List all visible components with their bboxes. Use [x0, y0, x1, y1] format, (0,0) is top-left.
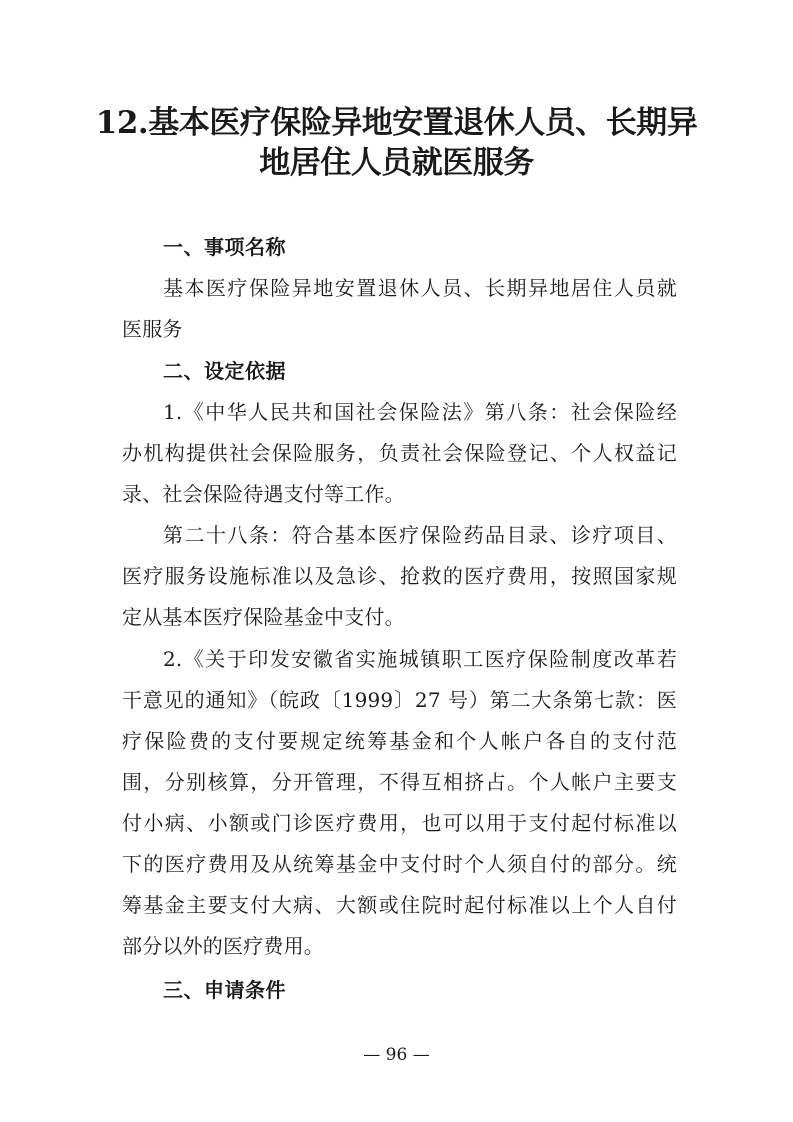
- legal-basis-para-1-line: 录、社会保险待遇支付等工作。: [122, 482, 405, 506]
- legal-basis-para-1-line: 办机构提供社会保险服务，负责社会保险登记、个人权益记: [122, 441, 677, 465]
- legal-basis-para-2-line: 定从基本医疗保险基金中支付。: [122, 605, 405, 629]
- legal-basis-para-3-line: 围，分别核算，分开管理，不得互相挤占。个人帐户主要支: [122, 770, 677, 794]
- legal-basis-para-3-line: 疗保险费的支付要规定统筹基金和个人帐户各自的支付范: [122, 729, 677, 753]
- legal-basis-para-3-line: 付小病、小额或门诊医疗费用，也可以用于支付起付标准以: [122, 811, 677, 835]
- item-name-line: 基本医疗保险异地安置退休人员、长期异地居住人员就: [163, 276, 677, 300]
- document-title-line-2: 地居住人员就医服务: [259, 145, 534, 181]
- page-number: — 96 —: [363, 1045, 430, 1065]
- legal-basis-para-3-line: 干意见的通知》（皖政〔1999〕27 号）第二大条第七款：医: [122, 688, 677, 712]
- legal-basis-para-3-line: 下的医疗费用及从统筹基金中支付时个人须自付的部分。统: [122, 852, 677, 876]
- legal-basis-para-2-line: 医疗服务设施标准以及急诊、抢救的医疗费用，按照国家规: [122, 564, 677, 588]
- legal-basis-para-2-line: 第二十八条：符合基本医疗保险药品目录、诊疗项目、: [163, 523, 677, 547]
- section-heading-legal-basis: 二、设定依据: [163, 359, 286, 383]
- section-heading-item-name: 一、事项名称: [163, 235, 286, 259]
- legal-basis-para-3-line: 部分以外的医疗费用。: [122, 934, 324, 958]
- legal-basis-para-3-line: 筹基金主要支付大病、大额或住院时起付标准以上个人自付: [122, 893, 677, 917]
- document-title-line-1: 12.基本医疗保险异地安置退休人员、长期异: [95, 105, 698, 141]
- section-heading-application-conditions: 三、申请条件: [163, 978, 286, 1002]
- legal-basis-para-1-line: 1.《中华人民共和国社会保险法》第八条：社会保险经: [163, 400, 677, 424]
- item-name-line: 医服务: [122, 317, 183, 341]
- legal-basis-para-3-line: 2.《关于印发安徽省实施城镇职工医疗保险制度改革若: [163, 647, 677, 671]
